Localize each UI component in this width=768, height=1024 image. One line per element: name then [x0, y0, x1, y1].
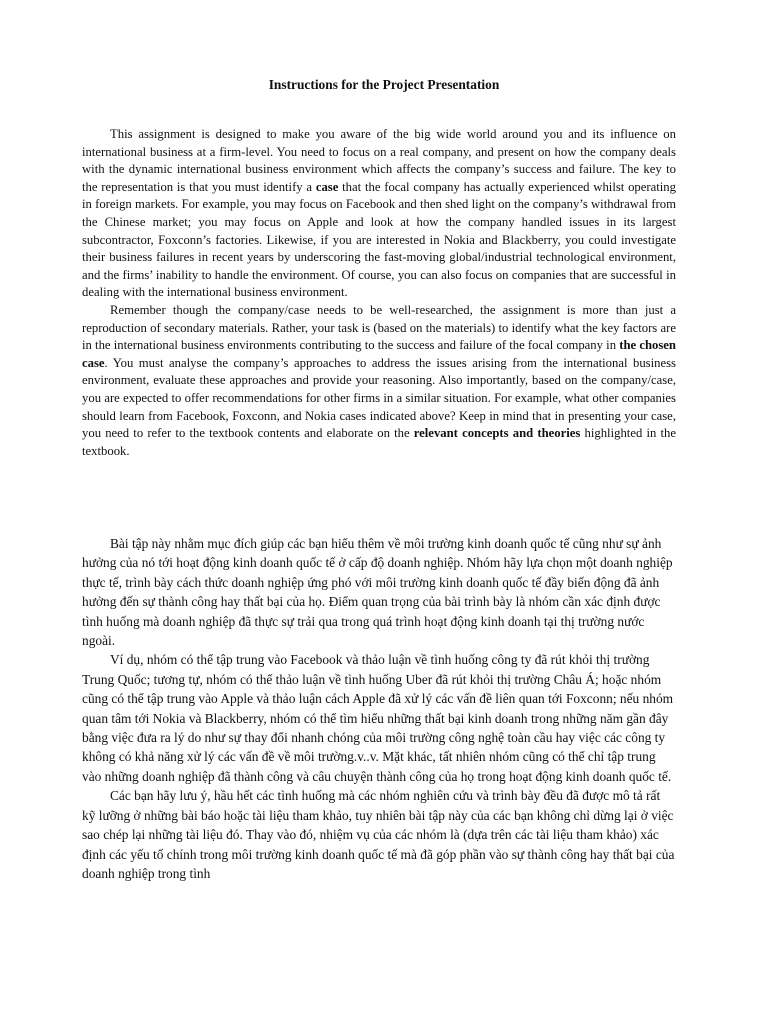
vietnamese-paragraph-2: Ví dụ, nhóm có thể tập trung vào Facebook và thảo luận về tình huống công ty đã rút khỏi thị trường Trung Quốc; tương tự, nhóm có thể thảo luận về tình huống Uber đã rút khỏi thị trường Châu Á; hoặc nhóm cũng có thể tập trung vào Apple và thảo luận cách Apple đã xử lý các vấn đề liên quan tới Foxconn; nếu nhóm quan tâm tới Nokia và Blackberry, nhóm có thể tìm hiểu những thất bại kinh doanh trong những năm gần đây bằng việc đưa ra lý do như sự thay đổi nhanh chóng của môi trường công nghệ toàn cầu hay việc các công ty không có khả năng xử lý các vấn đề về môi trường.v..v. Mặt khác, tất nhiên nhóm cũng có thể chỉ tập trung vào những doanh nghiệp đã thành công và câu chuyện thành công của họ trong hoạt động kinh doanh quốc tế. — [82, 652, 674, 784]
text-run: that the focal company has actually experienced whilst operating in foreign markets. For example, you may focus on Facebook and then shed light on the company’s withdrawal from the Chinese market; you may focus on Apple and look at how the company handled issues in its largest subcontractor, Foxconn’s factories. Likewise, if you are interested in Nokia and Blackberry, you could investigate their business failures in recent years by underscoring the fast-moving global/industrial technological environment, and the firms’ inability to handle the environment. Of course, you can also focus on companies that are successful in dealing with the international business environment. — [82, 179, 676, 300]
vietnamese-paragraph-1: Bài tập này nhằm mục đích giúp các bạn hiểu thêm về môi trường kinh doanh quốc tế cũng như sự ảnh hưởng của nó tới hoạt động kinh doanh quốc tế ở cấp độ doanh nghiệp. Nhóm hãy lựa chọn một doanh nghiệp thực tế, trình bày cách thức doanh nghiệp ứng phó với môi trường kinh doanh quốc tế đầy biến động đã ảnh hưởng đến sự thành công hay thất bại của họ. Điểm quan trọng của bài trình bày là nhóm cần xác định được tình huống mà doanh nghiệp đã thực sự trải qua trong quá trình hoạt động kinh doanh tại thị trường nước ngoài. — [82, 536, 673, 649]
bold-term-concepts: relevant concepts and theories — [413, 426, 581, 441]
english-paragraph-2 — [82, 302, 676, 460]
english-section — [82, 126, 676, 460]
vietnamese-paragraph-3: Các bạn hãy lưu ý, hầu hết các tình huống mà các nhóm nghiên cứu và trình bày đều đã được mô tả rất kỹ lưỡng ở những bài báo hoặc tài liệu tham khảo, tuy nhiên bài tập này của các bạn không chỉ dừng lại ở việc sao chép lại những tài liệu đó. Thay vào đó, nhiệm vụ của các nhóm là (dựa trên các tài liệu tham khảo) xác định các yếu tố chính trong môi trường kinh doanh quốc tế mà đã góp phần vào sự thành công hay thất bại của doanh nghiệp trong tình — [82, 788, 675, 881]
text-run: This assignment is designed to make you aware of the big wide world around you and its influence on international business at a firm-level. You need to focus on a real company, and present on how the company deals with the dynamic international business environment which affects the company’s success and failure. The key to the representation is that you must identify a — [82, 127, 676, 194]
text-run: Remember though the company/case needs to be well-researched, the assignment is more than just a reproduction of secondary materials. Rather, your task is (based on the materials) to identify what the key factors are in the international business environments contributing to the success and failure of the focal company in — [82, 302, 676, 353]
vietnamese-section — [82, 534, 676, 883]
english-paragraph-1 — [82, 126, 676, 302]
bold-term-case: case — [315, 179, 339, 194]
text-run: . You must analyse the company’s approaches to address the issues arising from the international business environment, evaluate these approaches and provide your reasoning. Also importantly, based on the company/case, you are expected to offer recommendations for other firms in a similar situation. For example, what other companies should learn from Facebook, Foxconn, and Nokia cases indicated above? Keep in mind that in presenting your case, you need to refer to the textbook contents and elaborate on the — [82, 355, 676, 441]
page-title: Instructions for the Project Presentation — [268, 77, 500, 92]
bold-term-chosen-case: the chosen case — [82, 338, 676, 370]
text-run: highlighted in the textbook. — [82, 426, 676, 458]
